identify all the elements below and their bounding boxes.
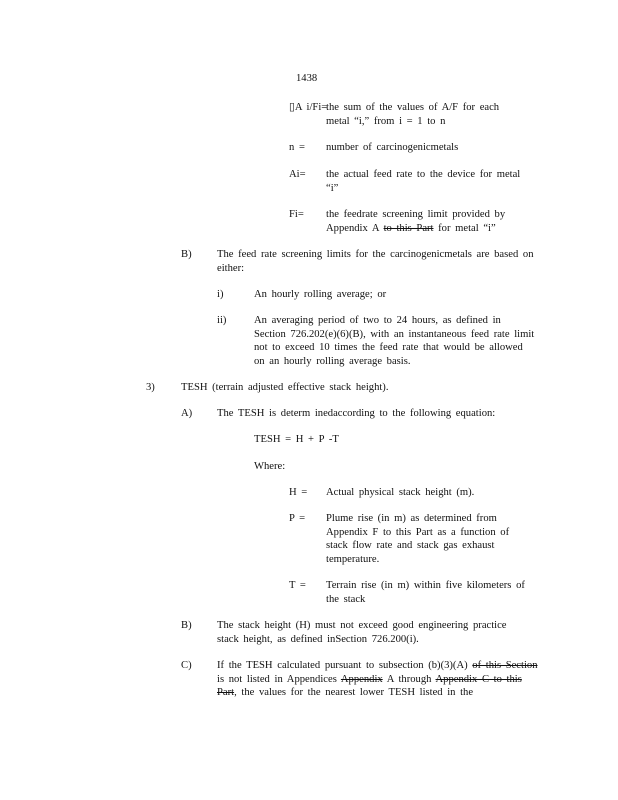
h-term: H = xyxy=(289,487,308,498)
ai-definition: the actual feed rate to the device for metal “i” xyxy=(326,169,521,194)
a-label: A) xyxy=(181,408,193,419)
sum-term: ▯A i/Fi= xyxy=(289,102,328,113)
c-strike-1: of this Section xyxy=(472,660,538,671)
b-label: B) xyxy=(181,249,192,260)
b2-text: The stack height (H) must not exceed good engineering practice stack height, as defined inSection 726.200(i). xyxy=(217,620,507,645)
p-definition: Plume rise (in m) as determined from Appendix F to this Part as a function of stack flow rate and stack gas exhaust temperature. xyxy=(326,513,510,565)
t-term: T = xyxy=(289,580,306,591)
c-text xyxy=(217,659,539,700)
fi-term: Fi= xyxy=(289,209,304,220)
n-definition: number of carcinogenicmetals xyxy=(326,142,459,153)
t-definition: Terrain rise (in m) within five kilometers of the stack xyxy=(326,580,525,605)
n-term: n = xyxy=(289,142,305,153)
c-strike-3: Appendix C to this Part xyxy=(217,673,522,698)
fi-definition xyxy=(326,208,526,235)
sum-definition: the sum of the values of A/F for each metal “i,” from i = 1 to n xyxy=(326,102,500,127)
page-number: 1438 xyxy=(296,73,318,84)
b-text: The feed rate screening limits for the carcinogenicmetals are based on either: xyxy=(217,249,534,274)
ii-label: ii) xyxy=(217,315,227,326)
c-part-1: If the TESH calculated pursuant to subsection (b)(3)(A) xyxy=(217,660,468,671)
ai-term: Ai= xyxy=(289,169,306,180)
h-definition: Actual physical stack height (m). xyxy=(326,487,475,498)
fi-strike: to this Part xyxy=(383,222,434,234)
section-3-label: 3) xyxy=(146,382,155,393)
i-label: i) xyxy=(217,289,224,300)
fi-text-b: for metal “i” xyxy=(438,222,496,234)
c-part-4: , the values for the nearest lower TESH listed in the xyxy=(234,687,474,698)
p-term: P = xyxy=(289,513,306,524)
i-text: An hourly rolling average; or xyxy=(254,289,387,300)
tesh-equation: TESH = H + P -T xyxy=(254,434,339,445)
a-text: The TESH is determ inedaccording to the following equation: xyxy=(217,408,496,419)
c-part-2: is not listed in Appendices xyxy=(217,673,337,685)
where-label: Where: xyxy=(254,461,286,472)
c-label: C) xyxy=(181,660,192,671)
c-part-3: A through xyxy=(386,673,432,685)
c-strike-2: Appendix xyxy=(340,673,383,685)
section-3-heading: TESH (terrain adjusted effective stack height). xyxy=(181,382,389,393)
ii-text: An averaging period of two to 24 hours, as defined in Section 726.202(e)(6)(B), with an instantaneous feed rate limit not to exceed 10 times the feed rate that would be allowed on an hourly rolling average basis. xyxy=(254,315,535,367)
b2-label: B) xyxy=(181,620,192,631)
fi-text-a: the feedrate screening limit provided by Appendix A xyxy=(326,209,506,234)
